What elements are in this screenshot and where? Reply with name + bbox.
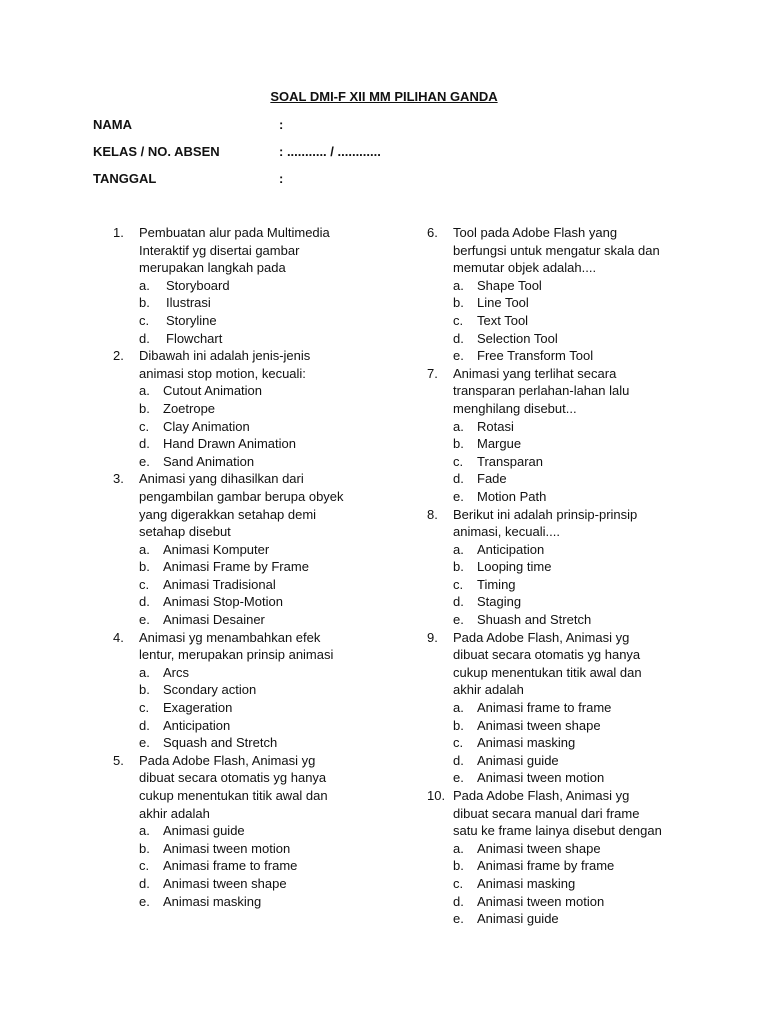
option-text: Animasi guide: [477, 752, 559, 768]
option-text: Timing: [477, 576, 516, 592]
option-c: [453, 875, 677, 893]
option-letter: d.: [139, 594, 150, 610]
question-8: [427, 506, 677, 629]
option-c: [453, 312, 677, 330]
option-letter: b.: [139, 295, 150, 311]
option-d: [453, 330, 677, 348]
option-e: [453, 347, 677, 365]
question-text: Pada Adobe Flash, Animasi yg dibuat secara otomatis yg hanya cukup menentukan titik awal dan akhir adalah: [139, 752, 328, 821]
option-text: Squash and Stretch: [163, 735, 278, 751]
question-5: [113, 752, 363, 910]
option-letter: a.: [453, 418, 464, 434]
option-text: Animasi tween motion: [477, 770, 605, 786]
option-b: [139, 294, 363, 312]
option-letter: d.: [453, 893, 464, 909]
option-b: [453, 558, 677, 576]
option-text: Zoetrope: [163, 400, 216, 416]
option-d: [453, 593, 677, 611]
field-value: :: [279, 117, 284, 132]
option-d: [139, 875, 363, 893]
option-text: Animasi tween shape: [163, 875, 287, 891]
option-text: Animasi tween motion: [163, 840, 291, 856]
option-letter: d.: [139, 717, 150, 733]
questions-column-right: [427, 224, 677, 928]
option-letter: b.: [453, 559, 464, 575]
option-text: Animasi masking: [477, 735, 576, 751]
option-text: Animasi Tradisional: [163, 576, 276, 592]
option-letter: e.: [453, 911, 464, 927]
question-text: Animasi yg menambahkan efek lentur, merupakan prinsip animasi: [139, 629, 334, 663]
option-letter: d.: [139, 330, 150, 346]
option-letter: c.: [453, 312, 464, 328]
option-d: [139, 435, 363, 453]
option-text: Fade: [477, 471, 507, 487]
option-text: Rotasi: [477, 418, 514, 434]
option-letter: c.: [139, 858, 150, 874]
question-text: Pada Adobe Flash, Animasi yg dibuat secara manual dari frame satu ke frame lainya disebut dengan: [453, 788, 662, 839]
option-letter: d.: [453, 752, 464, 768]
option-a: [453, 277, 677, 295]
question-text: Animasi yang dihasilkan dari pengambilan gambar berupa obyek yang digerakkan setahap demi setahap disebut: [139, 471, 344, 540]
option-text: Sand Animation: [163, 453, 255, 469]
option-letter: a.: [453, 840, 464, 856]
option-text: Animasi guide: [163, 823, 245, 839]
option-e: [453, 769, 677, 787]
field-nama: [93, 116, 283, 134]
option-text: Exageration: [163, 700, 233, 716]
option-text: Animasi frame by frame: [477, 858, 615, 874]
option-letter: a.: [139, 823, 150, 839]
question-3: [113, 470, 363, 628]
option-d: [453, 893, 677, 911]
field-value: : ........... / ............: [279, 144, 381, 159]
option-text: Selection Tool: [477, 330, 558, 346]
option-e: [453, 910, 677, 928]
option-a: [453, 418, 677, 436]
option-e: [453, 611, 677, 629]
option-letter: d.: [139, 436, 150, 452]
question-10: [427, 787, 677, 928]
option-text: Animasi frame to frame: [477, 700, 612, 716]
option-text: Animasi tween shape: [477, 840, 601, 856]
question-number: 8.: [427, 506, 438, 522]
option-b: [453, 717, 677, 735]
question-7: [427, 365, 677, 506]
option-c: [453, 734, 677, 752]
option-letter: b.: [139, 682, 150, 698]
option-a: [139, 664, 363, 682]
option-letter: b.: [139, 559, 150, 575]
option-text: Anticipation: [163, 717, 231, 733]
question-number: 4.: [113, 629, 124, 645]
option-letter: a.: [453, 541, 464, 557]
field-tanggal: [93, 170, 283, 188]
option-letter: d.: [139, 875, 150, 891]
document-title: SOAL DMI-F XII MM PILIHAN GANDA: [270, 89, 498, 104]
option-d: [139, 330, 363, 348]
option-letter: b.: [453, 858, 464, 874]
option-b: [139, 558, 363, 576]
question-text: Tool pada Adobe Flash yang berfungsi untuk mengatur skala dan memutar objek adalah....: [453, 225, 660, 276]
option-d: [453, 470, 677, 488]
option-a: [139, 277, 363, 295]
option-letter: b.: [453, 717, 464, 733]
option-letter: c.: [139, 312, 150, 328]
option-text: Looping time: [477, 559, 552, 575]
option-letter: a.: [139, 541, 150, 557]
option-text: Margue: [477, 436, 522, 452]
question-4: [113, 629, 363, 752]
option-text: Arcs: [163, 664, 189, 680]
option-text: Animasi tween shape: [477, 717, 601, 733]
option-text: Anticipation: [477, 541, 545, 557]
option-letter: d.: [453, 594, 464, 610]
question-number: 5.: [113, 752, 124, 768]
option-a: [139, 822, 363, 840]
question-text: Dibawah ini adalah jenis-jenis animasi stop motion, kecuali:: [139, 348, 311, 381]
option-text: Storyboard: [166, 277, 230, 293]
option-text: Hand Drawn Animation: [163, 436, 296, 452]
option-text: Animasi Komputer: [163, 541, 270, 557]
option-text: Flowchart: [166, 330, 223, 346]
option-text: Text Tool: [477, 312, 529, 328]
option-e: [139, 611, 363, 629]
option-letter: b.: [453, 436, 464, 452]
question-2: [113, 347, 363, 470]
question-number: 1.: [113, 225, 124, 240]
option-text: Animasi masking: [163, 893, 262, 909]
field-value: :: [279, 171, 284, 186]
option-letter: c.: [453, 735, 464, 751]
option-letter: e.: [453, 770, 464, 786]
option-b: [453, 435, 677, 453]
option-b: [139, 681, 363, 699]
option-text: Transparan: [477, 453, 543, 469]
question-number: 3.: [113, 471, 124, 487]
question-6: [427, 224, 677, 365]
option-letter: e.: [453, 612, 464, 628]
option-text: Animasi guide: [477, 911, 559, 927]
option-letter: c.: [453, 576, 464, 592]
question-9: [427, 629, 677, 787]
option-c: [139, 857, 363, 875]
option-letter: a.: [139, 664, 150, 680]
option-b: [453, 294, 677, 312]
option-letter: c.: [139, 418, 150, 434]
option-text: Free Transform Tool: [477, 348, 594, 364]
question-text: Berikut ini adalah prinsip-prinsip animasi, kecuali....: [453, 506, 638, 540]
option-c: [453, 453, 677, 471]
option-text: Motion Path: [477, 488, 547, 504]
option-letter: d.: [453, 330, 464, 346]
option-text: Cutout Animation: [163, 383, 263, 399]
option-text: Shuash and Stretch: [477, 612, 592, 628]
option-letter: e.: [139, 893, 150, 909]
field-label: KELAS / NO. ABSEN: [93, 144, 220, 159]
field-label: TANGGAL: [93, 171, 157, 186]
option-letter: a.: [453, 277, 464, 293]
option-text: Scondary action: [163, 682, 257, 698]
option-letter: d.: [453, 471, 464, 487]
field-kelas-absen: [93, 143, 381, 161]
question-number: 10.: [427, 788, 446, 803]
option-text: Animasi masking: [477, 875, 576, 891]
option-text: Ilustrasi: [166, 295, 211, 311]
option-letter: e.: [139, 612, 150, 628]
option-letter: c.: [139, 576, 150, 592]
option-b: [453, 857, 677, 875]
option-text: Clay Animation: [163, 418, 250, 434]
option-c: [139, 418, 363, 436]
option-letter: e.: [139, 735, 150, 751]
option-a: [453, 541, 677, 559]
option-text: Line Tool: [477, 295, 529, 311]
question-number: 9.: [427, 629, 438, 645]
option-text: Animasi tween motion: [477, 893, 605, 909]
option-letter: c.: [453, 875, 464, 891]
option-letter: a.: [139, 277, 150, 293]
question-text: Pembuatan alur pada Multimedia Interaktif yg disertai gambar merupakan langkah pada: [139, 225, 330, 276]
option-letter: b.: [139, 840, 150, 856]
option-c: [139, 576, 363, 594]
option-letter: c.: [453, 453, 464, 469]
option-letter: a.: [139, 383, 150, 399]
option-a: [453, 699, 677, 717]
question-number: 2.: [113, 348, 124, 364]
option-letter: e.: [453, 488, 464, 504]
question-text: Animasi yang terlihat secara transparan perlahan-lahan lalu menghilang disebut...: [453, 365, 630, 416]
option-text: Animasi Frame by Frame: [163, 559, 309, 575]
option-text: Staging: [477, 594, 522, 610]
option-text: Animasi frame to frame: [163, 858, 298, 874]
option-letter: b.: [453, 295, 464, 311]
option-e: [453, 488, 677, 506]
option-e: [139, 893, 363, 911]
option-letter: e.: [453, 348, 464, 364]
option-text: Animasi Desainer: [163, 612, 265, 628]
option-b: [139, 840, 363, 858]
option-text: Animasi Stop-Motion: [163, 594, 283, 610]
question-number: 7.: [427, 365, 438, 381]
option-letter: b.: [139, 400, 150, 416]
field-label: NAMA: [93, 117, 132, 132]
option-text: Shape Tool: [477, 277, 542, 293]
option-a: [139, 382, 363, 400]
option-e: [139, 734, 363, 752]
option-c: [139, 312, 363, 330]
option-c: [139, 699, 363, 717]
option-d: [139, 717, 363, 735]
option-letter: c.: [139, 700, 150, 716]
option-letter: e.: [139, 453, 150, 469]
option-d: [453, 752, 677, 770]
question-1: [113, 224, 363, 347]
option-a: [453, 840, 677, 858]
option-text: Storyline: [166, 312, 217, 328]
option-d: [139, 593, 363, 611]
questions-column-left: [113, 224, 363, 910]
question-text: Pada Adobe Flash, Animasi yg dibuat secara otomatis yg hanya cukup menentukan titik awal dan akhir adalah: [453, 629, 642, 698]
option-e: [139, 453, 363, 471]
option-letter: a.: [453, 700, 464, 716]
option-c: [453, 576, 677, 594]
question-number: 6.: [427, 225, 438, 240]
option-b: [139, 400, 363, 418]
option-a: [139, 541, 363, 559]
